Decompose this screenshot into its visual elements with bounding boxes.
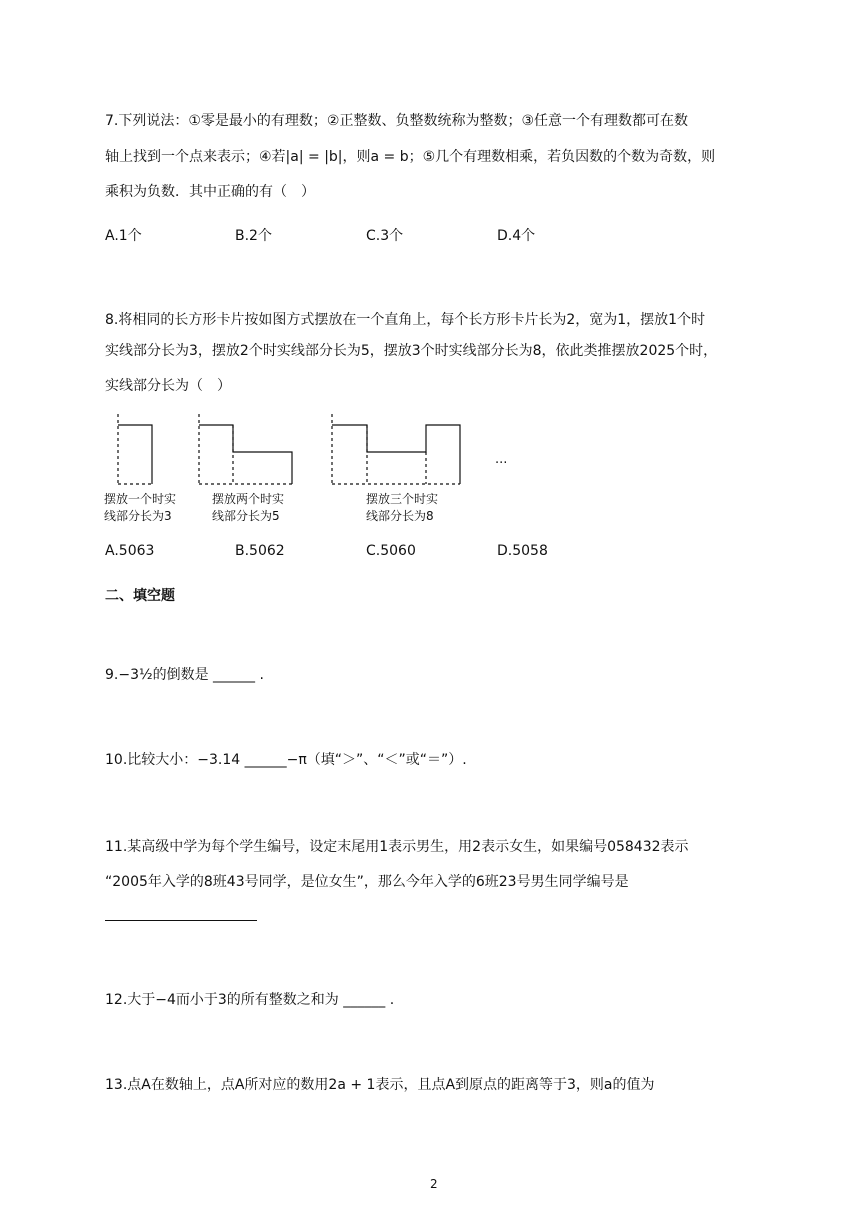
question-7-line-2: 轴上找到一个点来表示；④若|a| = |b|，则a = b；⑤几个有理数相乘，若负因数的个数为奇数，则	[105, 149, 716, 165]
fig2-solid-line	[199, 425, 292, 484]
figure-ellipsis: ...	[495, 452, 508, 467]
question-7-option-a: A.1个	[105, 228, 142, 244]
question-10: 10.比较大小：−3.14 ______−π（填“＞”、“＜”或“＝”）.	[105, 752, 467, 768]
question-11-line-2: “2005年入学的8班43号同学，是位女生”，那么今年入学的6班23号男生同学编号是	[105, 874, 629, 890]
question-12: 12.大于−4而小于3的所有整数之和为 ______ .	[105, 992, 395, 1008]
question-8-line-3: 实线部分长为（ ）	[105, 378, 231, 394]
fig1-solid-line	[118, 425, 152, 484]
fig2-caption-line-2: 线部分长为5	[212, 509, 280, 523]
question-8-option-d: D.5058	[497, 543, 548, 559]
section-heading-fill-in-blank: 二、填空题	[105, 588, 175, 604]
question-11-answer-blank	[105, 902, 257, 921]
question-7-line-3: 乘积为负数．其中正确的有（ ）	[105, 184, 315, 200]
question-9: 9.−3½的倒数是 ______ .	[105, 667, 264, 683]
question-7-line-1: 7.下列说法：①零是最小的有理数；②正整数、负整数统称为整数；③任意一个有理数都可在数	[105, 113, 689, 129]
question-7-option-d: D.4个	[497, 228, 536, 244]
question-7-option-b: B.2个	[235, 228, 272, 244]
fig3-caption-line-2: 线部分长为8	[366, 509, 434, 523]
question-13: 13.点A在数轴上，点A所对应的数用2a + 1表示，且点A到原点的距离等于3，则a的值为	[105, 1077, 655, 1093]
question-7-option-c: C.3个	[366, 228, 404, 244]
question-8-line-2: 实线部分长为3，摆放2个时实线部分长为5，摆放3个时实线部分长为8，依此类推摆放2025个时，	[105, 343, 718, 359]
fig2-caption-line-1: 摆放两个时实	[212, 492, 285, 506]
fig3-caption-line-1: 摆放三个时实	[366, 492, 439, 506]
question-8-option-a: A.5063	[105, 543, 155, 559]
question-8-line-1: 8.将相同的长方形卡片按如图方式摆放在一个直角上，每个长方形卡片长为2，宽为1，摆放1个时	[105, 312, 706, 328]
question-11-line-1: 11.某高级中学为每个学生编号，设定末尾用1表示男生，用2表示女生，如果编号058432表示	[105, 839, 689, 855]
fig1-caption-line-2: 线部分长为3	[104, 509, 172, 523]
fig1-caption-line-1: 摆放一个时实	[104, 492, 177, 506]
fig3-solid-line	[332, 425, 460, 484]
question-8-option-c: C.5060	[366, 543, 416, 559]
question-8-option-b: B.5062	[235, 543, 285, 559]
page-number: 2	[430, 1177, 438, 1191]
